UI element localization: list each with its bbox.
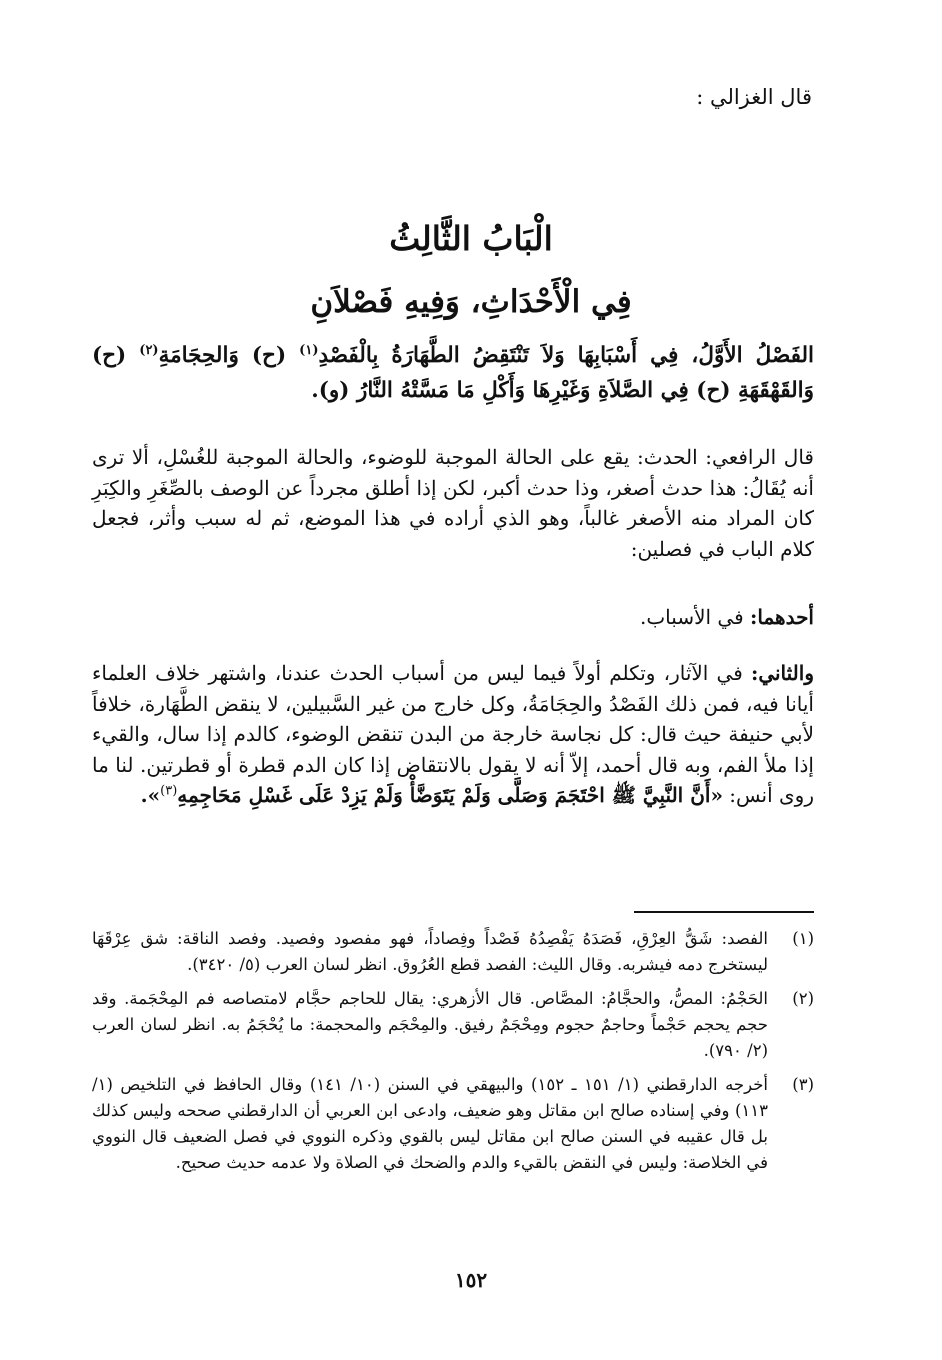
body-paragraph-3 <box>92 658 814 811</box>
paragraph-2-lead: أحدهما: <box>749 605 814 629</box>
footnote-text: الحَجْمُ: المصُّ، والحجَّامُ: المصَّاص. قال الأزهري: يقال للحاجم حجَّام لامتصاصه فم المِحْجَمة. وقد حجم يحجم حَجْماً وحاجمٌ حجوم ومِحْجَمٌ رفيق. والمِحْجَم والمحجمة: ما يُحْجَمُ به. انظر لسان العرب (٢/ ٧٩٠). <box>92 989 768 1060</box>
footnote-separator <box>634 911 814 913</box>
footnote-text: أخرجه الدارقطني (١/ ١٥١ ـ ١٥٢) والبيهقي في السنن (١٠/ ١٤١) وقال الحافظ في التلخيص (١/ ١١٣) وفي إسناده صالح ابن مقاتل وهو ضعيف، وادعى ابن العربي أن الدارقطني صححه وليس كذلك بل قال عقيبه في السنن صالح ابن مقاتل ليس بالقوي وذكره النووي في فصل الضعيف قال النووي في الخلاصة: وليس في النقض بالقيء والدم والضحك في الصلاة ولا عدمه حديث صحيح. <box>92 1075 769 1172</box>
footnote-ref-3: (٣) <box>160 783 178 799</box>
footnote-number: (٣) <box>792 1075 814 1094</box>
hadith-quote-close: ». <box>140 783 161 808</box>
footnote <box>92 986 814 1064</box>
footnote-ref-1: (١) <box>299 342 319 358</box>
paragraph-3-text: في الآثار، وتكلم أولاً فيما ليس من أسباب الحدث عندنا، واشتهر خلاف العلماء أيانا فيه، فمن ذلك الفَصْدُ والحِجَامَةُ، وكل خارج من غير السَّبيلين، لا ينقض الطَّهَارة، خلافاً لأبي حنيفة حيث قال: كل نجاسة خارجة من البدن تنقض الوضوء، كالدم إذا سال، والقيء إذا ملأ الفم، وبه قال أحمد، إلاّ أنه لا يقول بالانتقاض إذا كان الدم قطرة أو قطرتين. لنا ما روى أنس: <box>92 661 814 808</box>
footnotes <box>92 926 814 1184</box>
body-paragraph-2 <box>92 602 814 633</box>
chapter-heading-paragraph <box>92 338 814 408</box>
footnote-ref-2: (٢) <box>139 342 159 358</box>
paragraph-3-lead: والثاني: <box>750 661 814 685</box>
footnote-number: (١) <box>792 929 814 948</box>
hadith-quote: «أَنَّ النَّبِيَّ ﷺ احْتَجَمَ وَصَلَّى وَلَمْ يَتَوَضَّأْ وَلَمْ يَزِدْ عَلَى غَسْلِ مَحَاجِمِهِ <box>177 783 723 808</box>
body-paragraph-1: قال الرافعي: الحدث: يقع على الحالة الموجبة للوضوء، والحالة الموجبة للغُسْلِ، ألا ترى أنه يُقَالُ: هذا حدث أصغر، وذا حدث أكبر، لكن إذا أطلق مجرداً عن الوصف بالصِّغَرِ والكِبَرِ كان المراد منه الأصغر غالباً، وهو الذي أراده في هذا الموضع، ثم له سبب وأثر، فجعل كلام الباب في فصلين: <box>92 445 814 561</box>
heading-part-2: (ح) وَالحِجَامَةِ <box>158 343 300 368</box>
page-number: ١٥٢ <box>454 1268 488 1292</box>
footnote <box>92 1072 814 1176</box>
paragraph-2-text: في الأسباب. <box>640 605 750 629</box>
footnote-text: الفصد: شَقُّ العِرْقِ، فَصَدَهُ يَفْصِدُهُ فَصْداً وفِصاداً، فهو مفصود وفصيد. وفصد الناقة: شق عِرْقَهَا ليستخرج دمه فيشربه. وقال الليث: الفصد قطع العُرُوق. انظر لسان العرب (٥/ ٣٤٢٠). <box>92 929 768 974</box>
running-head: قال الغزالي : <box>696 85 812 109</box>
footnote-number: (٢) <box>792 989 814 1008</box>
footnote <box>92 926 814 978</box>
chapter-title: الْبَابُ الثَّالِثُ <box>389 219 553 258</box>
heading-part-1: الفَصْلُ الأَوَّلُ، فِي أَسْبَابِهَا وَلاَ تَنْتَقِضُ الطَّهَارَةُ بِالْفَصْدِ <box>318 343 814 368</box>
section-title: فِي الْأَحْدَاثِ، وَفِيهِ فَصْلاَنِ <box>310 284 632 320</box>
heading-part-3: (ح) وَالقَهْقَهَةِ (ح) فِي الصَّلاَةِ وَغَيْرِهَا وَأَكْلِ مَا مَسَّتْهُ النَّارُ (و). <box>92 343 814 403</box>
